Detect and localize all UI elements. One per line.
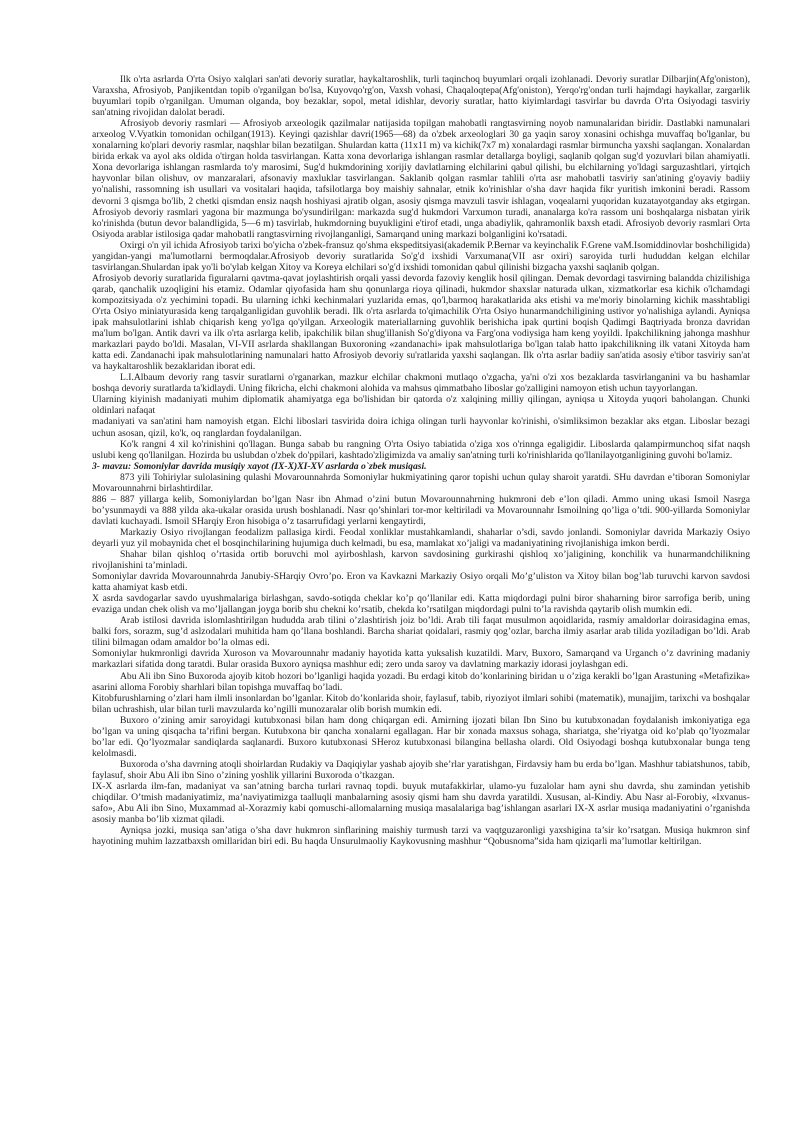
document-body [92,74,750,847]
section-heading: 3- mavzu: Somoniylar davrida musiqiy xayot (IX-X)XI-XV asrlarda o`zbek musiqasi. [92,460,427,472]
paragraph-intro: Ilk o'rta asrlarda O'rta Osiyo xalqlari san'ati devoriy suratlar, haykaltaroshlik, turli taqinchoq buyumlari orqali izohlanadi. Devoriy suratlar Dilbarjin(Afg'oniston), Varaxsha, Afrosiyob, Panjikentdan topib o'rganilgan bo'lsa, Kuyovqo'rg'on, Vaxsh vohasi, Chaqaloqtepa(Afg'oniston), Yerqo'rg'ondan turli hajmdagi haykallar, zargarlik buyumlari topib o'rganilgan. Umuman olganda, boy bezaklar, sopol, metal idishlar, devoriy suratlar, hatto kiyimlardagi tasvirlar bu davrda O'rta Osiyodagi tasviriy san'atning rivojidan dalolat beradi. [92,74,750,119]
paragraph-trade: Shahar bilan qishloq o’rtasida ortib boruvchi mol ayirboshlash, karvon savdosining gurkirashi qishloq xo’jaligining, konchilik va hunarmandchilikning rivojlanishini ta’minladi. [92,549,750,572]
paragraph-booksellers: Kitobfurushlarning o’zlari ham ilmli insonlardan bo’lganlar. Kitob do’konlarida shoir, faylasuf, tabib, riyoziyot ilmlari sohibi (matematik), munajjim, tarixchi va boshqalar bilan uchrashish, ular bilan turli mavzularda ko’ngilli munozaralar olib borish mumkin edi. [92,692,750,715]
paragraph-afrosiyob-paintings: Afrosiyob devoriy rasmlari — Afrosiyob arxeologik qazilmalar natijasida topilgan mahobatli rangtasvirning noyob namunalaridan biridir. Dastlabki namunalari arxeolog V.Vyatkin tomonidan ochilgan(1913). Keyingi qazishlar davri(1965—68) da o'zbek arxeologlari 30 ga yaqin saroy xonasini ochishga muvaffaq bo'lganlar, bu xonalarning ko'plari devoriy rasmlar, naqshlar bilan bezatilgan. Shulardan katta (11x11 m) va kichik(7x7 m) xonalardagi rasmlar birmuncha yaxshi saqlangan. Xonalardan birida erkak va ayol aks oldida o'tirgan holda tasvirlangan. Katta xona devorlariga ishlangan rasmlar detallarga boyligi, saqlanib qolgan sug'd yozuvlari bilan ahamiyatli. Xona devorlariga ishlangan rasmlarda to'y marosimi, Sug'd hukmdorining xorijiy davlatlarning elchilarini qabul qilishi, bu elchilarning yo'ldagi sarguzashtlari, yirtqich hayvonlar bilan olishuv, ov manzaralari, afsonaviy maxluklar tasvirlangan. Saklanib qolgan rasmlar tahlili o'rta asr mahobatli tasviriy san'atining g'oyaviy badiiy yo'nalishi, rassomning ish usullari va vositalari haqida, tafsilotlarga boy maishiy sahnalar, etnik ko'rinishlar o'sha davr haqida fikr yuritish imkonini beradi. Rassom devorni 3 qismga bo'lib, 2 chetki qismdan ensiz naqsh hoshiyasi ajratib olgan, asosiy qismga mavzuli tasvir ishlagan, voqealarni yuqoridan kuzatayotganday aks etgirgan. Afrosiyob devoriy rasmlari yagona bir mazmunga bo'ysundirilgan: markazda sug'd hukmdori Varxumon turadi, ananalarga ko'ra rassom uni boshqalarga nisbatan yirik ko'rinishda (butun devor balandligida, 5—6 m) tasvirlab, hukmdorning buyukligini e'tirof etadi, unga abadiylik, qahramonlik baxsh etadi. Afrosiyob devoriy rasmlari Orta Osiyoda arablar istilosiga qadar mahobatli rangtasvirning rivojlanganligi, Samarqand uning markazi bolganligini ko'rsatadi. [92,118,750,240]
paragraph-nasr-ismoil: 886 – 887 yillarga kelib, Somoniylardan bo’lgan Nasr ibn Ahmad o’zini butun Movarounnahrning hukmroni deb e’lon qiladi. Ammo uning ukasi Ismoil Nasrga bo’ysunmaydi va 888 yilda aka-ukalar orasida urush boshlanadi. Nasr qo’shinlari tor-mor keltiriladi va Movarounnahr Ismoilning qo’liga o’tdi. 900-yillarda Somoniylar davlati kuchayadi. Ismoil SHarqiy Eron hisobiga o’z tasarrufidagi yerlarni kengaytirdi, [92,493,750,527]
paragraph-tahirids: 873 yili Tohiriylar sulolasining qulashi Movarounnahrda Somoniylar hukmiyatining qaror topishi uchun qulay sharoit yaratdi. SHu davrdan e’tiboran Somoniylar Movarounnahrni birlashtirdilar. [92,471,750,494]
paragraph-poets: Buxoroda o’sha davrning atoqli shoirlardan Rudakiy va Daqiqiylar yashab ajoyib she’rlar yaratishgan, Firdavsiy ham bu erda bo’lgan. Mashhur tabiatshunos, tabib, faylasuf, shoir Abu Ali ibn Sino o’zining yoshlik yillarini Buxoroda o’tkazgan. [92,758,750,781]
paragraph-figures: Afrosiyob devoriy suratlarida figuralarni qavtma-qavat joylashtirish orqali yassi devorda fazoviy kenglik hosil qilingan. Demak devordagi tasvirning balandda chizilishiga qarab, qanchalik uzoqligini his etamiz. Odamlar qiyofasida ham shu qonunlarga rioya qilinadi, hukmdor shaxslar naturada ulkan, xizmatkorlar esa kichik o'lchamdagi kompozitsiyada o'z yechimini topadi. Bu ularning ichki kechinmalari yuzlarida emas, qo'l,barmoq harakatlarida aks etishi va me'moriy binolarning kichik masshtabligi O'rta Osiyo miniatyurasida keng tarqalganligidan guvohlik beradi. Ilk o'rta asrlarda to'qimachilik O'rta Osiyo hunarmandchiligining ustivor yo'nalishiga aylandi. Ayniqsa ipak mahsulotlarini ishlab chiqarish keng yo'lga qo'yilgan. Arxeologik materiallarning guvohlik berishicha ipak qurtini boqish Qadimgi Baqtriyada bronza davridan ma'lum bo'lgan. Antik davri va ilk o'rta asrlarga kelib, ipakchilik bilan shug'illanish So'g'diyona va Farg'ona vodiysiga ham keng yoyildi. Ipakchilikning jahonga mashhur markazlari paydo bo'ldi. Masalan, VI-VII asrlarda shakllangan Buxoroning «zandanachi» ipak mahsulotlariga bo'lgan talab hatto ipakchilikning ilk vatani Xitoyda ham katta edi. Zandanachi ipak mahsulotlarining namunalari hatto Afrosiyob devoriy su'ratlarida yaxshi saqlangan. Ilk o'rta asrlar badiiy san'atida asosiy e'tibor tasviriy san'at va haykaltaroshlik bezaklaridan iborat edi. [92,272,750,373]
paragraph-feudalism: Markaziy Osiyo rivojlangan feodalizm pallasiga kirdi. Feodal xonliklar mustahkamlandi, shaharlar o’sdi, savdo jonlandi. Somoniylar davrida Markaziy Osiyo deyarli yuz yil mobaynida chet el bosqinchilarining hujumiga duch kelmadi, bu esa, mamlakat xo’jaligi va madaniyatining rivojlanishiga imkon berdi. [92,526,750,549]
paragraph-expedition: Oxirgi o'n yil ichida Afrosiyob tarixi bo'yicha o'zbek-fransuz qo'shma ekspeditsiyasi(akademik P.Bernar va keyinchalik F.Grene vaM.Isomiddinovlar boshchiligida) yangidan-yangi ma'lumotlarni bermoqdalar.Afrosiyob devoriy suratlarida So'g'd ixshidi Varxumana(VII asr oxiri) saroyida turli hududdan kelgan elchilar tasvirlangan.Shulardan ipak yo'li bo'ylab kelgan Xitoy va Koreya elchilari so'g'd ixshidi tomonidan qabul qilinishi bizgacha yaxshi saqlanib qolgan. [92,239,750,273]
paragraph-albaum: L.I.Albaum devoriy rang tasvir suratlarni o'rganarkan, mazkur elchilar chakmoni mutlaqo o'zgacha, ya'ni o'zi xos bezaklarda tasvirlanganini va bu hashamlar boshqa devoriy suratlarda ta'kidlaydi. Uning fikricha, elchi chakmoni alohida va mahsus qimmatbaho liboslar go'zalligini namoyon etish uchun tayyorlangan. [92,372,750,395]
paragraph-music-art: Ayniqsa jozki, musiqa san’atiga o’sha davr hukmron sinflarining maishiy turmush tarzi va vaqtguzaronligi yaxshigina ta’sir ko’rsatgan. Musiqa hukmron sinf hayotining muhim lazzatbaxsh omillaridan biri edi. Bu haqda Unsurulmaoliy Kaykovusning mashhur “Qobusnoma”sida ham qiziqarli ma’lumotlar keltirilgan. [92,825,750,848]
paragraph-caravan: Somoniylar davrida Movarounnahrda Janubiy-SHarqiy Ovro’po. Eron va Kavkazni Markaziy Osiyo orqali Mo’g’uliston va Xitoy bilan bog’lab turuvchi karvon savdosi katta ahamiyat kasb etdi. [92,571,750,594]
paragraph-blue-color: Ko'k rangni 4 xil ko'rinishini qo'llagan. Bunga sabab bu rangning O'rta Osiyo tabiatida o'ziga xos o'rinnga egaligidir. Liboslarda qalampirmunchoq sifat naqsh uslubi keng qo'llanilgan. Hozirda bu uslubdan o'zbek do'ppilari, kashtado'zligimizda va amaliy san'atning turli ko'rinishlarida qo'llanilayotganligining guvohi bo'lamiz. [92,438,750,461]
paragraph-ibn-sino-books: Abu Ali ibn Sino Buxoroda ajoyib kitob hozori bo’lganligi haqida yozadi. Bu erdagi kitob do’konlarining biridan u o’ziga kerakli bo’lgan Arastuning «Metafizika» asarini alloma Forobiy sharhlari bilan topishga muvaffaq bo’ladi. [92,670,750,693]
paragraph-cultural-centers: Somoniylar hukmronligi davrida Xuroson va Movarounnahr madaniy hayotida katta yuksalish kuzatildi. Marv, Buxoro, Samarqand va Urganch o’z davrining madaniy markazlari sifatida dong taratdi. Bular orasida Buxoro ayniqsa mashhur edi; zero unda saroy va davlatning markaziy idorasi joylashgan edi. [92,648,750,671]
paragraph-library: Buxoro o’zining amir saroyidagi kutubxonasi bilan ham dong chiqargan edi. Amirning ijozati bilan Ibn Sino bu kutubxonadan foydalanish imkoniyatiga ega bo’lgan va uning qisqacha ta’rifini bergan. Kutubxona bir qancha xonalarni egallagan. Har bir xonada maxsus sohaga, shariatga, she’riyatga oid ko’plab qo’lyozmalar bo’lar edi. Qo’lyozmalar sandiqlarda saqlanardi. Buxoro kutubxonasi SHeroz kutubxonasi bilangina bellasha olardi. Old Osiyodagi boshqa kutubxonalar bunga teng kelolmasdi. [92,714,750,759]
paragraph-arabic: Arab istilosi davrida islomlashtirilgan hududda arab tilini o’zlashtirish joiz bo’ldi. Arab tili faqat musulmon aqoidlarida, rasmiy amaldorlar doirasidagina emas, balki fors, sorazm, sug’d aslzodalari muhitida ham qo’llana boshlandi. Barcha shariat qoidalari, rasmiy qog’ozlar, barcha ilmiy asarlar arab tilida yoziladigan bo’ldi. Arab tilini bilmagan odam amaldor bo’la olmas edi. [92,615,750,649]
paragraph-merchants: X asrda savdogarlar savdo uyushmalariga birlashgan, savdo-sotiqda cheklar ko’p qo’llanilar edi. Katta miqdordagi pulni biror shaharning biror sarrofiga berib, uning evaziga undan chek olish va mo’ljallangan joyga borib shu chekni ko’rsatib, chekda ko’rsatilgan miqdordagi pulni to’la ravishda qaytarib olish mumkin edi. [92,593,750,616]
paragraph-dress-culture: Ularning kiyinish madaniyati muhim diplomatik ahamiyatga ega bo'lishidan bir qatorda o'z xalqining milliy qilingan, ayniqsa u Xitoyda yuqori baholangan. Chunki oldinlari nafaqat [92,394,750,417]
paragraph-costume-colors: madaniyati va san'atini ham namoyish etgan. Elchi liboslari tasvirida doira ichiga olingan turli hayvonlar ko'rinishi, o'simliksimon bezaklar aks etgan. Liboslar bezagi uchun asosan, qizil, ko'k, oq ranglardan foydalanilgan. [92,416,750,439]
paragraph-ix-x-centuries: IX-X asrlarda ilm-fan, madaniyat va san’atning barcha turlari ravnaq topdi. buyuk mutafakkirlar, ulamo-yu fuzalolar ham ayni shu davrda, shu zamindan yetishib chiqdilar. O’tmish madaniyatimiz, ma’naviyatimizga taalluqli manbalarning asosiy qismi ham shu davrda yaratildi. Xususan, al-Kindiy. Abu Nasr al-Forobiy, «Ixvanus-safo», Abu Ali ibn Sino, Muxammad al-Xorazmiy kabi qomuschi-allomalarning musiqa masalalariga bag’ishlangan asarlari IX-X asrlar musiqa madaniyatini o’rganishda asosiy manba bo’lib xizmat qiladi. [92,781,750,826]
